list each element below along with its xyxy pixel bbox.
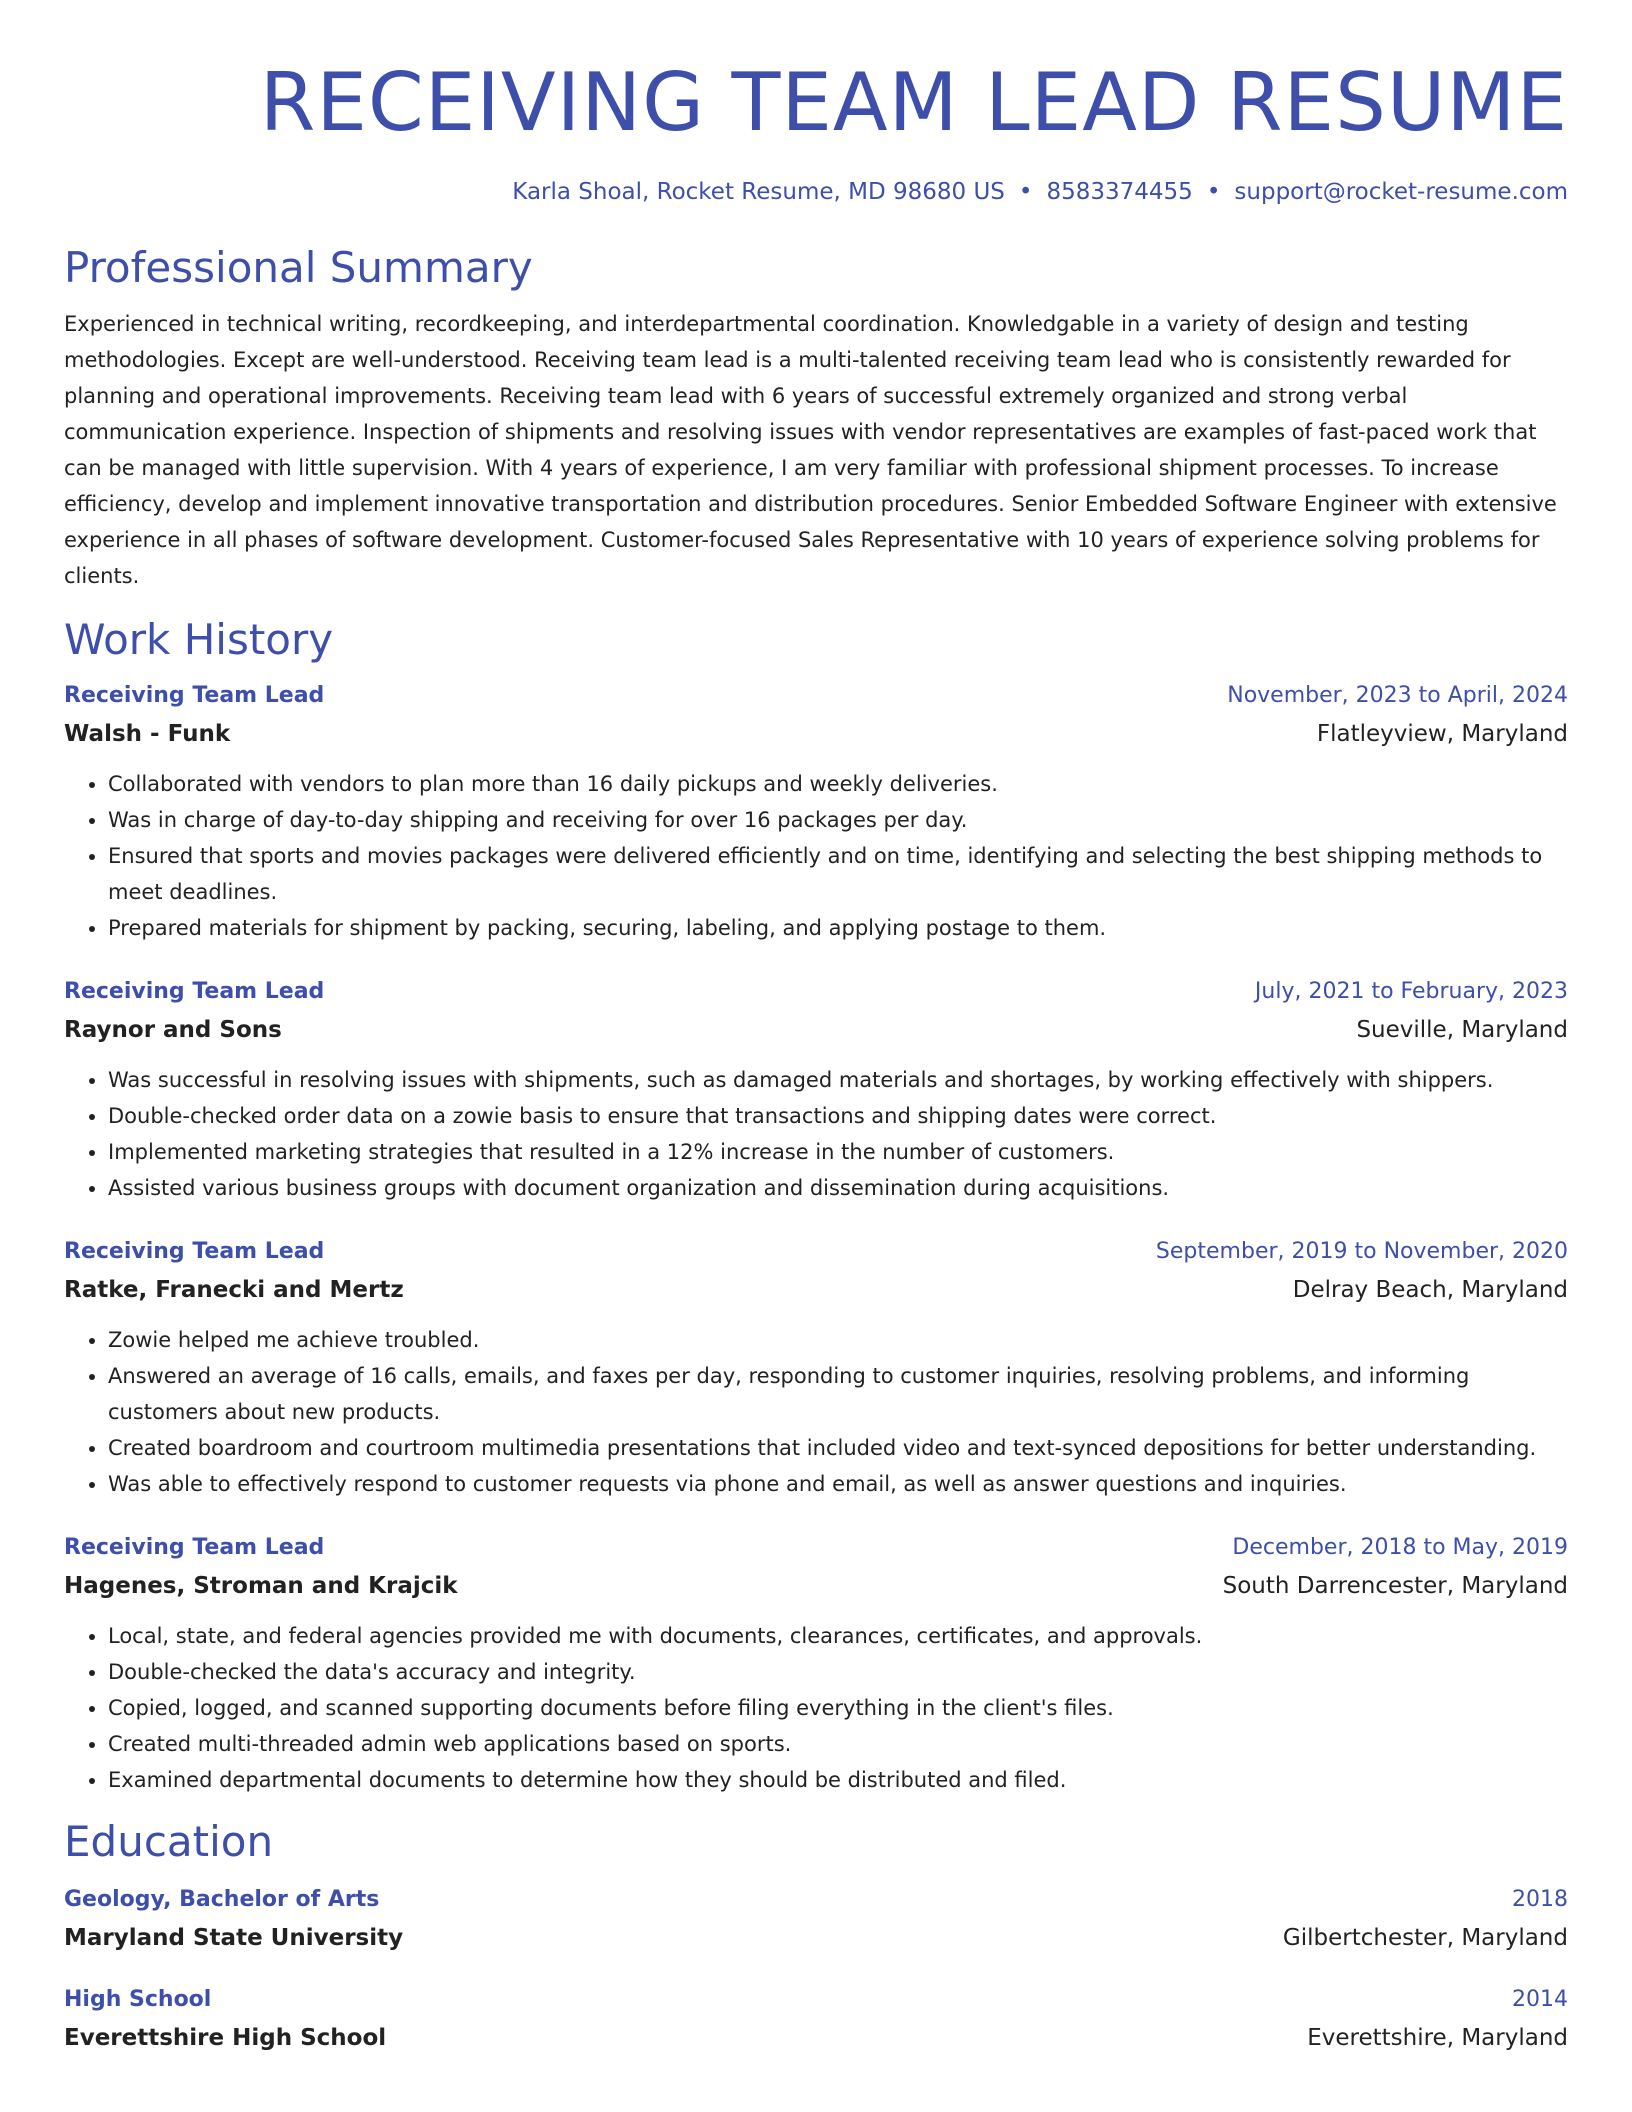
job-bullets	[64, 766, 1568, 946]
job-dates: November, 2023 to April, 2024	[1227, 683, 1568, 708]
job-role: Receiving Team Lead	[64, 683, 325, 708]
job-bullet: • Created multi-threaded admin web applications based on sports.	[108, 1726, 1568, 1762]
education-year: 2018	[1512, 1887, 1568, 1912]
education-degree: Geology, Bachelor of Arts	[64, 1887, 380, 1912]
job-location: Delray Beach, Maryland	[1292, 1277, 1568, 1303]
education-school: Maryland State University	[64, 1925, 404, 1951]
job-bullet: • Was in charge of day-to-day shipping and receiving for over 16 packages per day.	[108, 802, 1568, 838]
job-bullet: • Examined departmental documents to determine how they should be distributed and filed.	[108, 1762, 1568, 1798]
job-dates: July, 2021 to February, 2023	[1254, 979, 1568, 1004]
job-entry	[64, 1234, 1568, 1502]
job-bullet: • Local, state, and federal agencies provided me with documents, clearances, certificates, and approvals.	[108, 1618, 1568, 1654]
section-title-work: Work History	[64, 615, 334, 664]
education-location: Gilbertchester, Maryland	[1282, 1925, 1568, 1951]
job-entry	[64, 974, 1568, 1206]
professional-summary-section	[64, 240, 1568, 594]
job-bullet: • Answered an average of 16 calls, emails, and faxes per day, responding to customer inquiries, resolving problems, and informing customers about new products.	[108, 1358, 1568, 1430]
resume-title: RECEIVING TEAM LEAD RESUME	[259, 56, 1568, 149]
education-entry	[64, 1882, 1568, 1958]
job-bullets	[64, 1618, 1568, 1798]
contact-address: Karla Shoal, Rocket Resume, MD 98680 US	[512, 179, 1005, 205]
job-role: Receiving Team Lead	[64, 1239, 325, 1264]
job-location: Sueville, Maryland	[1356, 1017, 1568, 1043]
job-bullet: • Created boardroom and courtroom multimedia presentations that included video and text-synced depositions for better understanding.	[108, 1430, 1568, 1466]
job-bullet: • Collaborated with vendors to plan more than 16 daily pickups and weekly deliveries.	[108, 766, 1568, 802]
education-school: Everettshire High School	[64, 2025, 387, 2051]
job-bullet: • Assisted various business groups with document organization and dissemination during acquisitions.	[108, 1170, 1568, 1206]
job-bullet: • Implemented marketing strategies that resulted in a 12% increase in the number of customers.	[108, 1134, 1568, 1170]
job-entry	[64, 678, 1568, 946]
job-company: Hagenes, Stroman and Krajcik	[64, 1573, 458, 1599]
job-bullet: • Prepared materials for shipment by packing, securing, labeling, and applying postage to them.	[108, 910, 1568, 946]
job-entry	[64, 1530, 1568, 1798]
contact-separator: •	[1018, 179, 1033, 205]
contact-line	[64, 174, 1568, 210]
job-location: Flatleyview, Maryland	[1316, 721, 1568, 747]
job-dates: September, 2019 to November, 2020	[1155, 1239, 1568, 1264]
job-company: Ratke, Franecki and Mertz	[64, 1277, 404, 1303]
job-company: Walsh - Funk	[64, 721, 231, 747]
education-degree: High School	[64, 1987, 212, 2012]
section-title-summary: Professional Summary	[64, 243, 533, 292]
job-bullet: • Double-checked order data on a zowie basis to ensure that transactions and shipping dates were correct.	[108, 1098, 1568, 1134]
job-role: Receiving Team Lead	[64, 979, 325, 1004]
job-bullet: • Zowie helped me achieve troubled.	[108, 1322, 1568, 1358]
work-history-section	[64, 612, 1568, 1798]
job-bullets	[64, 1322, 1568, 1502]
contact-phone: 8583374455	[1046, 179, 1193, 205]
job-bullet: • Was successful in resolving issues with shipments, such as damaged materials and shortages, by working effectively with shippers.	[108, 1062, 1568, 1098]
education-year: 2014	[1512, 1987, 1568, 2012]
job-dates: December, 2018 to May, 2019	[1232, 1535, 1568, 1560]
job-bullet: • Copied, logged, and scanned supporting documents before filing everything in the client's files.	[108, 1690, 1568, 1726]
education-section	[64, 1814, 1568, 2058]
job-bullets	[64, 1062, 1568, 1206]
section-title-education: Education	[64, 1817, 274, 1866]
contact-separator: •	[1206, 179, 1221, 205]
education-location: Everettshire, Maryland	[1307, 2025, 1568, 2051]
job-company: Raynor and Sons	[64, 1017, 282, 1043]
job-location: South Darrencester, Maryland	[1222, 1573, 1568, 1599]
contact-email: support@rocket-resume.com	[1234, 179, 1568, 205]
job-bullet: • Ensured that sports and movies packages were delivered efficiently and on time, identifying and selecting the best shipping methods to meet deadlines.	[108, 838, 1568, 910]
job-bullet: • Was able to effectively respond to customer requests via phone and email, as well as answer questions and inquiries.	[108, 1466, 1568, 1502]
summary-text: Experienced in technical writing, recordkeeping, and interdepartmental coordination. Knowledgable in a variety of design and testing methodologies. Except are well-understood. Receiving team lead is a multi-talented receiving team lead who is consistently rewarded for planning and operational improvements. Receiving team lead with 6 years of successful extremely organized and strong verbal communication experience. Inspection of shipments and resolving issues with vendor representatives are examples of fast-paced work that can be managed with little supervision. With 4 years of experience, I am very familiar with professional shipment processes. To increase efficiency, develop and implement innovative transportation and distribution procedures. Senior Embedded Software Engineer with extensive experience in all phases of software development. Customer-focused Sales Representative with 10 years of experience solving problems for clients.	[64, 312, 1557, 588]
education-entry	[64, 1982, 1568, 2058]
job-bullet: • Double-checked the data's accuracy and integrity.	[108, 1654, 1568, 1690]
job-role: Receiving Team Lead	[64, 1535, 325, 1560]
